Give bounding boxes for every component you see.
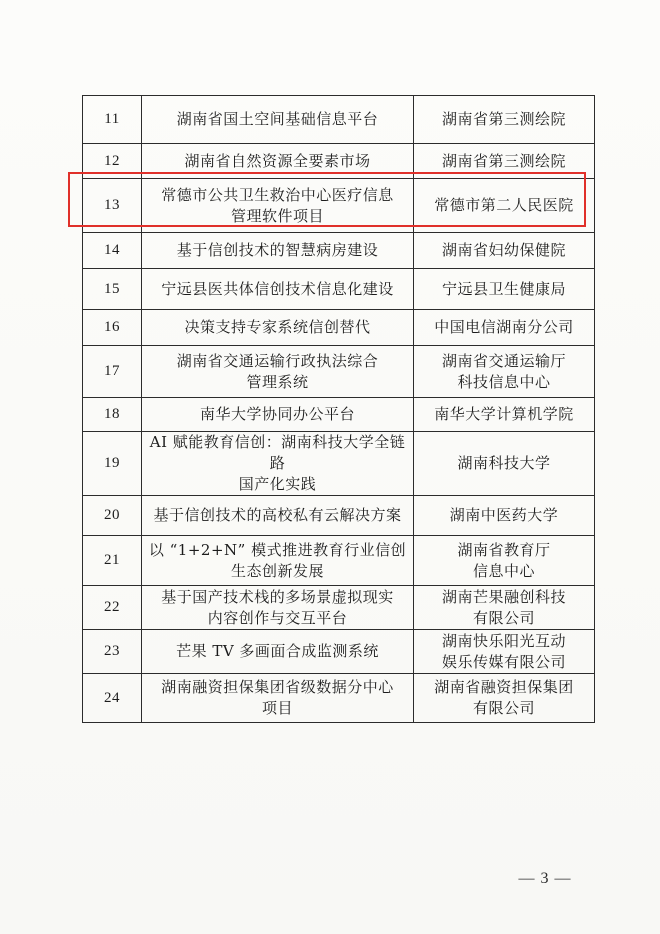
project-table (82, 95, 595, 723)
table-row (83, 432, 595, 496)
project-name-cell (142, 432, 414, 496)
project-name-line: 决策支持专家系统信创替代 (184, 318, 371, 336)
project-name-cell (142, 144, 414, 179)
organization-line: 娱乐传媒有限公司 (441, 652, 566, 671)
project-name-line: 常德市公共卫生救治中心医疗信息 (161, 185, 394, 204)
table-row (83, 630, 595, 674)
row-number: 15 (83, 269, 142, 310)
organization-cell (414, 144, 595, 179)
row-number: 23 (83, 630, 142, 674)
row-number: 12 (83, 144, 142, 179)
row-number: 20 (83, 496, 142, 536)
row-number: 14 (83, 233, 142, 269)
organization-line: 中国电信湖南分公司 (434, 318, 574, 336)
project-name-cell (142, 346, 414, 398)
table-row (83, 310, 595, 346)
project-name-cell (142, 586, 414, 630)
organization-cell (414, 346, 595, 398)
organization-cell (414, 310, 595, 346)
row-number: 21 (83, 536, 142, 586)
row-number: 22 (83, 586, 142, 630)
organization-cell (414, 96, 595, 144)
project-name-cell (142, 398, 414, 432)
project-name-line: 基于信创技术的智慧病房建设 (176, 241, 379, 259)
project-name-cell (142, 233, 414, 269)
table-row (83, 496, 595, 536)
project-name-cell (142, 630, 414, 674)
organization-line: 科技信息中心 (457, 372, 551, 391)
row-number: 18 (83, 398, 142, 432)
project-table-body (83, 96, 595, 723)
organization-line: 有限公司 (472, 608, 535, 627)
project-name-line: AI 赋能教育信创：湖南科技大学全链路 (149, 433, 406, 472)
organization-line: 有限公司 (472, 699, 535, 717)
table-row (83, 586, 595, 630)
table-row (83, 398, 595, 432)
table-row (83, 233, 595, 269)
table-row (83, 536, 595, 586)
project-name-cell (142, 96, 414, 144)
project-name-line: 芒果 TV 多画面合成监测系统 (176, 642, 379, 660)
project-name-cell (142, 536, 414, 586)
table-row (83, 179, 595, 233)
project-name-line: 基于国产技术栈的多场景虚拟现实 (161, 587, 394, 606)
project-name-line: 湖南省自然资源全要素市场 (184, 151, 371, 170)
table-row (83, 96, 595, 144)
organization-line: 湖南省教育厅 (457, 540, 551, 559)
project-name-cell (142, 674, 414, 723)
organization-line: 湖南快乐阳光互动 (441, 631, 566, 650)
row-number: 11 (83, 96, 142, 144)
row-number: 24 (83, 674, 142, 723)
project-name-line: 国产化实践 (238, 475, 317, 493)
row-number: 16 (83, 310, 142, 346)
organization-cell (414, 398, 595, 432)
table-row (83, 674, 595, 723)
organization-line: 湖南省交通运输厅 (441, 351, 566, 370)
project-name-line: 湖南融资担保集团省级数据分中心 (161, 678, 394, 696)
page-number: — 3 — (518, 870, 572, 887)
organization-cell (414, 179, 595, 233)
organization-cell (414, 432, 595, 496)
project-name-cell (142, 496, 414, 536)
row-number: 19 (83, 432, 142, 496)
organization-line: 信息中心 (472, 561, 535, 580)
table-row (83, 144, 595, 179)
table-row (83, 346, 595, 398)
project-name-line: 管理软件项目 (230, 206, 324, 225)
row-number: 13 (83, 179, 142, 233)
organization-cell (414, 536, 595, 586)
organization-cell (414, 630, 595, 674)
organization-cell (414, 674, 595, 723)
organization-line: 湖南科技大学 (457, 454, 551, 472)
project-name-cell (142, 269, 414, 310)
organization-line: 湖南省第三测绘院 (441, 110, 566, 128)
organization-line: 湖南中医药大学 (449, 506, 559, 524)
project-name-line: 内容创作与交互平台 (207, 608, 348, 627)
project-name-line: 管理系统 (246, 372, 309, 391)
organization-line: 湖南省第三测绘院 (441, 151, 566, 170)
project-name-line: 以 “1+2+N” 模式推进教育行业信创 (148, 540, 407, 559)
table-row (83, 269, 595, 310)
organization-cell (414, 496, 595, 536)
project-name-line: 宁远县医共体信创技术信息化建设 (161, 279, 394, 298)
organization-cell (414, 233, 595, 269)
organization-line: 湖南省融资担保集团 (434, 678, 574, 696)
project-name-line: 南华大学协同办公平台 (199, 405, 355, 423)
organization-line: 湖南省妇幼保健院 (441, 241, 566, 259)
organization-line: 南华大学计算机学院 (434, 405, 574, 423)
project-name-cell (142, 310, 414, 346)
organization-line: 宁远县卫生健康局 (441, 279, 566, 298)
organization-line: 常德市第二人民医院 (434, 196, 574, 214)
organization-cell (414, 269, 595, 310)
project-name-line: 项目 (261, 699, 293, 717)
organization-cell (414, 586, 595, 630)
row-number: 17 (83, 346, 142, 398)
project-name-line: 基于信创技术的高校私有云解决方案 (153, 506, 402, 524)
organization-line: 湖南芒果融创科技 (441, 587, 566, 606)
project-name-line: 湖南省交通运输行政执法综合 (176, 351, 379, 370)
project-name-line: 生态创新发展 (230, 561, 324, 580)
project-name-cell (142, 179, 414, 233)
project-name-line: 湖南省国土空间基础信息平台 (176, 110, 379, 128)
